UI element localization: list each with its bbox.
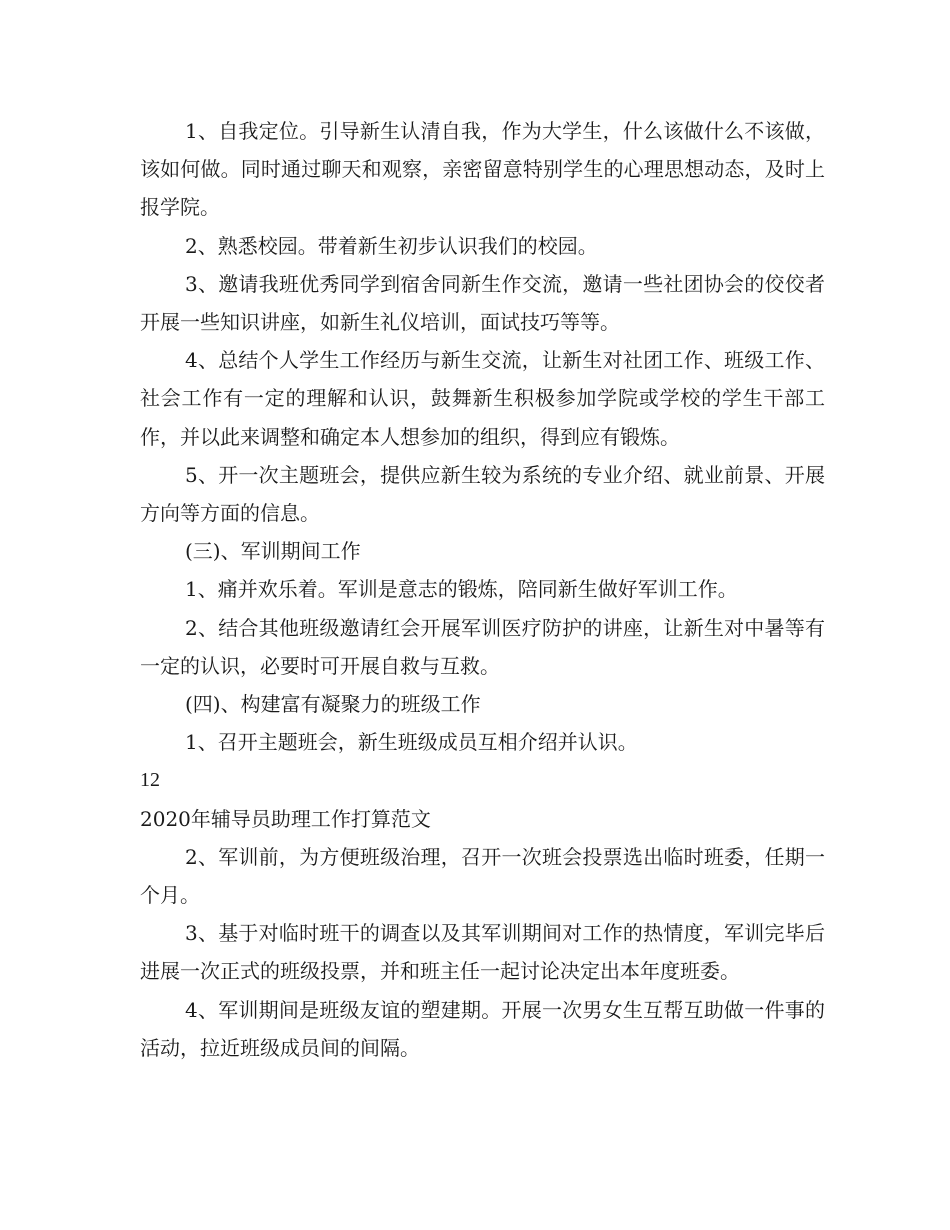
paragraph-invite-students: 3、邀请我班优秀同学到宿舍同新生作交流，邀请一些社团协会的佼佼者开展一些知识讲座，如新生礼仪培训，面试技巧等等。 [140, 271, 825, 335]
page-number: 12 [140, 769, 160, 792]
paragraph-class-cohesion-3: 3、基于对临时班干的调查以及其军训期间对工作的热情度，军训完毕后进展一次正式的班级投票，并和班主任一起讨论决定出本年度班委。 [140, 921, 825, 984]
paragraph-class-cohesion-2: 2、军训前，为方便班级治理，召开一次班会投票选出临时班委，任期一个月。 [140, 844, 825, 908]
section-heading-military-training: (三)、军训期间工作 [185, 539, 361, 564]
paragraph-class-cohesion-1: 1、召开主题班会，新生班级成员互相介绍并认识。 [185, 730, 638, 755]
paragraph-military-training-2: 2、结合其他班级邀请红会开展军训医疗防护的讲座，让新生对中暑等有一定的认识，必要时可开展自救与互救。 [140, 615, 825, 678]
paragraph-experience-sharing: 4、总结个人学生工作经历与新生交流，让新生对社团工作、班级工作、社会工作有一定的理解和认识，鼓舞新生积极参加学院或学校的学生干部工作，并以此来调整和确定本人想参加的组织，得到应有锻炼。 [140, 348, 825, 449]
paragraph-self-positioning: 1、自我定位。引导新生认清自我，作为大学生，什么该做什么不该做，该如何做。同时通过聊天和观察，亲密留意特别学生的心理思想动态，及时上报学院。 [140, 119, 825, 220]
paragraph-campus-familiarization: 2、熟悉校园。带着新生初步认识我们的校园。 [185, 233, 598, 258]
section-heading-class-cohesion: (四)、构建富有凝聚力的班级工作 [185, 692, 481, 717]
paragraph-military-training-1: 1、痛并欢乐着。军训是意志的锻炼，陪同新生做好军训工作。 [185, 577, 738, 602]
paragraph-theme-meeting: 5、开一次主题班会，提供应新生较为系统的专业介绍、就业前景、开展方向等方面的信息。 [140, 462, 825, 526]
document-body [140, 112, 825, 1067]
paragraph-class-cohesion-4: 4、军训期间是班级友谊的塑建期。开展一次男女生互帮互助做一件事的活动，拉近班级成员间的间隔。 [140, 997, 825, 1060]
running-title: 2020年辅导员助理工作打算范文 [140, 806, 431, 831]
